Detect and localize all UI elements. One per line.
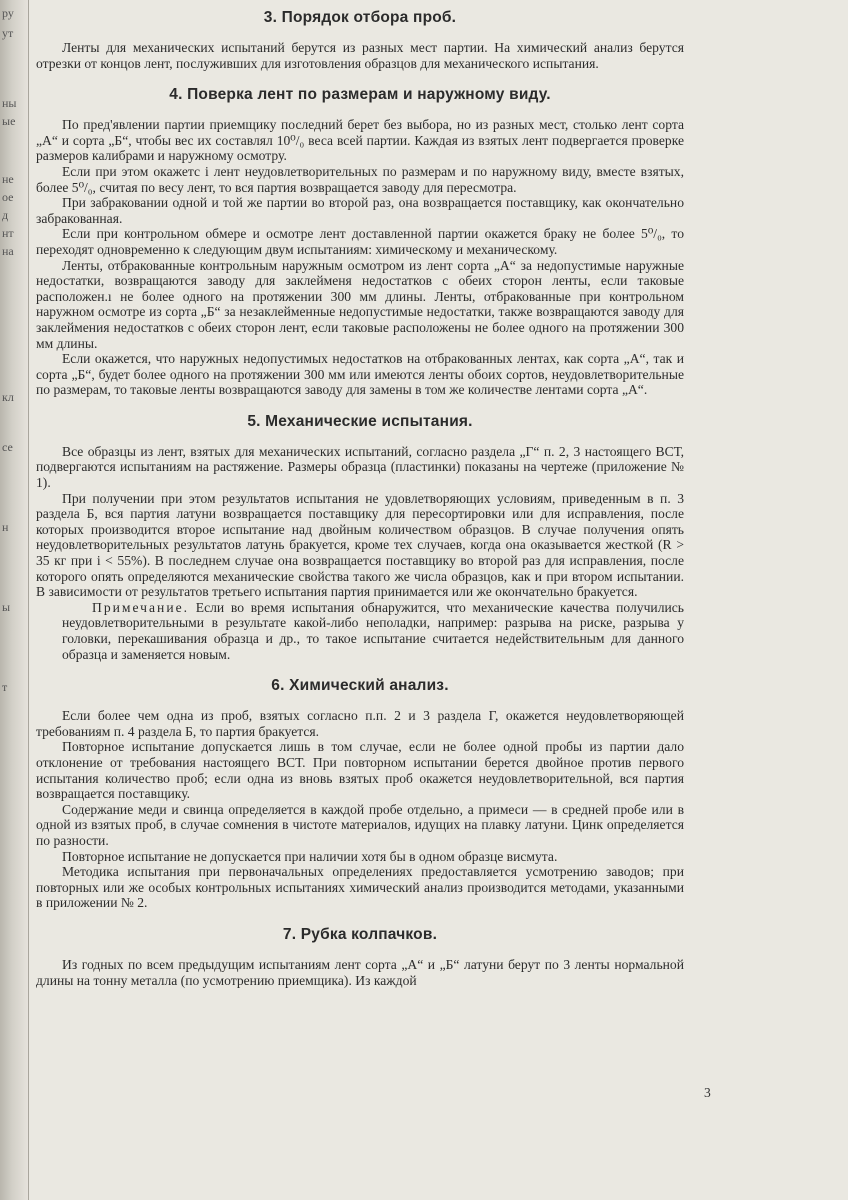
section-heading: 4. Поверка лент по размерам и наружному виду. xyxy=(169,86,551,104)
spine-fragment: ые xyxy=(2,114,16,128)
note-text: Если во время испытания обнаружится, что механические качества получились неудовлетворительными в результате какой-либо неполадки, например: разрыва на риске, разрыва у головки, перекашивания образца и др., то такое испытание считается недействительным для данного образца и заменяется новым. xyxy=(62,599,684,662)
paragraph: Из годных по всем предыдущим испытаниям лент сорта „А“ и „Б“ латуни берут по 3 ленты нормальной длины на тонну металла (по усмотрению приемщика). Из каждой xyxy=(36,956,684,988)
section-5 xyxy=(36,412,684,662)
spine-fragment: нт xyxy=(2,226,14,240)
paragraph: При забраковании одной и той же партии во второй раз, она возвращается поставщику, как окончательно забракованная. xyxy=(36,195,684,226)
spine-fragment: ру xyxy=(2,6,14,20)
section-4 xyxy=(36,85,684,398)
spine-fragment: ое xyxy=(2,190,14,204)
spine-fragment: се xyxy=(2,440,13,454)
note-label: Примечание. xyxy=(92,599,190,615)
document-body xyxy=(36,8,684,988)
section-heading: 6. Химический анализ. xyxy=(271,677,449,695)
section-7 xyxy=(36,925,684,988)
section-6 xyxy=(36,676,684,911)
paragraph: Если при контрольном обмере и осмотре лент доставленной партии окажется браку не более 5⁰/₀, то переходят одновременно к следующим двум испытаниям: химическому и механическому. xyxy=(36,226,684,257)
paragraph: По пред'явлении партии приемщику последний берет без выбора, но из разных мест, столько лент сорта „А“ и сорта „Б“, чтобы вес их составлял 10⁰/₀ веса всей партии. Каждая из взятых лент подвергается проверке размеров калибрами и наружному осмотру. xyxy=(36,117,684,164)
paragraph: Если окажется, что наружных недопустимых недостатков на отбракованных лентах, как сорта „А“, так и сорта „Б“, будет более одного на протяжении 300 мм или имеются ленты обоих сортов, неудовлетворительные по размерам, то таковые ленты возвращаются заводу для замены в том же количестве лентами сорта „А“. xyxy=(36,351,684,398)
binding-spine xyxy=(0,0,29,1200)
paragraph: Ленты, отбракованные контрольным наружным осмотром из лент сорта „А“ за недопустимые наружные недостатки, возвращаются заводу для заклейменя недостатков с обеих сторон ленты, если таковые расположен.ı не более одного на протяжении 300 мм длины. Ленты, отбракованные при контрольном наружном осмотре из сорта „Б“ за незаклейменные недопустимые недостатки, также возвращаются заводу для заклеймения недостатков с обеих сторон лент, если таковые расположены не более одного на протяжении 300 мм длины. xyxy=(36,257,684,351)
spine-fragment: кл xyxy=(2,390,14,404)
spine-fragment: ы xyxy=(2,600,11,614)
spine-fragment: н xyxy=(2,520,9,534)
note-paragraph xyxy=(62,600,684,662)
section-heading: 7. Рубка колпачков. xyxy=(282,925,438,943)
paragraph: Все образцы из лент, взятых для механических испытаний, согласно раздела „Г“ п. 2, 3 настоящего ВСТ, подвергаются испытаниям на растяжение. Размеры образца (пластинки) показаны на чертеже (приложение № 1). xyxy=(36,443,684,491)
spine-fragment: на xyxy=(2,244,14,258)
paragraph: Если более чем одна из проб, взятых согласно п.п. 2 и 3 раздела Г, окажется неудовлетворяющей требованиям п. 4 раздела Б, то партия бракуется. xyxy=(36,708,684,739)
paragraph: Повторное испытание допускается лишь в том случае, если не более одной пробы из партии дало отклонение от требования настоящего ВСТ. При повторном испытании берется двойное против первого испытания количество проб; если одна из вновь взятых проб окажется неудовлетворительной, вся партия возвращается поставщику. xyxy=(36,739,684,802)
section-heading: 5. Механические испытания. xyxy=(247,412,473,430)
spine-fragment: ут xyxy=(2,26,14,40)
section-heading: 3. Порядок отбора проб. xyxy=(263,9,457,26)
paragraph: Ленты для механических испытаний берутся из разных мест партии. На химический анализ берутся отрезки от концов лент, послуживших для изготовления образцов для механического испытания. xyxy=(36,40,684,71)
paragraph: Повторное испытание не допускается при наличии хотя бы в одном образце висмута. xyxy=(62,848,558,864)
spine-fragment: не xyxy=(2,172,14,186)
paragraph: При получении при этом результатов испытания не удовлетворяющих условиям, приведенным в п. 3 раздела Б, вся партия латуни возвращается поставщику для пересортировки или для исправления, после которых производится второе испытание над двойным количеством образцов. В случае получения опять неудовлетворительных результатов латунь бракуется, кроме тех случаев, когда она оказывается жесткой (R > 35 кг при i < 55%). В последнем случае она возвращается поставщику во второй раз для исправления, после которого опять определяются механические свойства такого же числа образцов, как и при втором испытании. В зависимости от результатов третьего испытания партия принимается или же окончательно бракуется. xyxy=(36,490,684,600)
paragraph: Содержание меди и свинца определяется в каждой пробе отдельно, а примеси — в средней пробе или в одной из взятых проб, в случае сомнения в чистоте материалов, идущих на плавку латуни. Цинк определяется по разности. xyxy=(36,801,684,848)
spine-fragment: ны xyxy=(2,96,17,110)
spine-fragment: т xyxy=(2,680,8,694)
page-number: 3 xyxy=(704,1085,711,1100)
spine-fragment: д xyxy=(2,208,9,222)
paragraph: Если при этом окажетс і лент неудовлетворительных по размерам и по наружному виду, вместе взятых, более 5⁰/₀, считая по весу лент, то вся партия возвращается заводу для пересмотра. xyxy=(36,163,684,195)
section-3 xyxy=(36,8,684,71)
paragraph: Методика испытания при первоначальных определениях предоставляется усмотрению заводов; при повторных или же особых контрольных испытаниях химический анализ производится методами, указанными в приложении № 2. xyxy=(36,864,684,911)
